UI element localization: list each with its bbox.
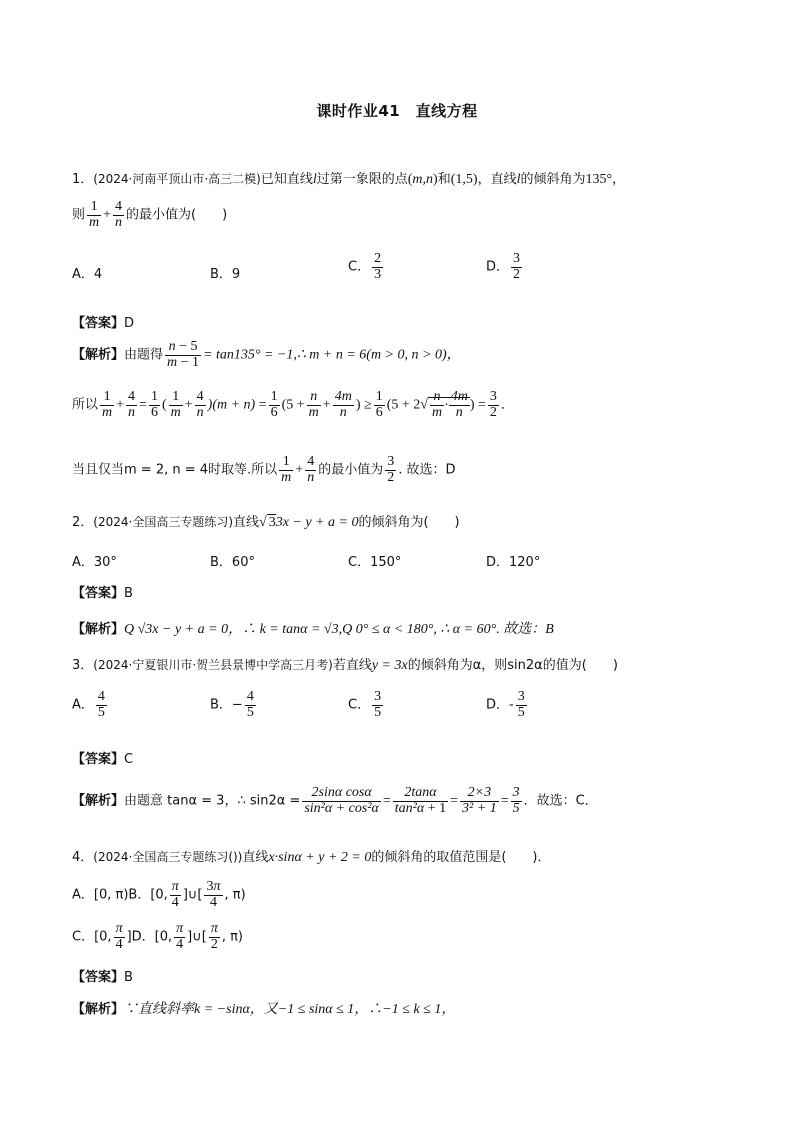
question-number: 3．	[72, 658, 94, 673]
question-text: 的最小值为( )	[126, 207, 228, 223]
math-expr: x·sinα + y + 2 = 0	[268, 850, 372, 865]
option-label: D．	[486, 259, 510, 275]
option-frac	[511, 252, 522, 282]
option-b: B．60°	[210, 555, 255, 570]
page-title: 课时作业41 直线方程	[316, 102, 478, 120]
option-a	[72, 690, 109, 720]
answer-tag: 【答案】	[72, 316, 125, 331]
question-2	[72, 511, 460, 531]
analysis-1-line2: 所以 $\frac{1}{m}$ + $\frac{4}{n}$ = $\frac{1}{6}$ ( $\frac{1}{m}$ + $\frac{4}{n}$ )(m + n) = $\frac{1}{6}$ (5 + $\frac{n}{m}$ + $\frac{4m}{n}$ ) ≥ $\frac{1}{6}$ (5 + 2√ $\frac{n}{m}$ · $\frac{4m}{n}$ ) = $\frac{3}{2}$ ．	[72, 389, 514, 420]
analysis-math: Q √3x − y + a = 0，∴ k = tanα = √3,Q 0° ≤ α < 180°, ∴ α = 60°. 故选：B	[124, 622, 554, 637]
analysis-text: ．	[500, 397, 514, 413]
analysis-tag: 【解析】	[72, 793, 125, 809]
question-1	[72, 168, 625, 188]
option-label: ]∪[	[182, 887, 203, 903]
option-c	[348, 690, 385, 720]
analysis-text: 的最小值为	[318, 462, 384, 478]
options-cd	[72, 922, 243, 952]
option-frac	[245, 690, 256, 720]
question-text: ，直线	[477, 172, 517, 187]
frac-den: 5	[374, 704, 382, 720]
answer-2	[72, 582, 133, 601]
question-text: 已知直线	[260, 172, 313, 187]
frac-den: 2	[513, 266, 521, 282]
option-label: ]∪[	[187, 929, 207, 945]
answer-tag: 【答案】	[72, 970, 125, 985]
punct: ，	[612, 172, 626, 187]
option-d	[486, 252, 524, 282]
analysis-text: 当且仅当m = 2, n = 4时取等.所以	[72, 462, 278, 478]
question-1-line2	[72, 200, 227, 230]
frac-den: 5	[246, 704, 254, 720]
math-frac: $\frac{1}{m}$	[102, 389, 113, 420]
option-label: D．-	[486, 697, 514, 713]
answer-3	[72, 748, 133, 767]
analysis-2	[72, 618, 554, 638]
analysis-tag: 【解析】	[72, 1002, 125, 1017]
question-source: (2024·宁夏银川市·贺兰县景博中学高三月考)	[93, 658, 333, 672]
frac-num: 4	[246, 689, 254, 704]
math-frac: $\frac{3}{2}$	[489, 389, 497, 420]
math-frac: $\frac{\text{2sinα cosα}}{\text{sin²α + cos²α}}$	[304, 785, 379, 816]
option-label: , π)	[224, 887, 246, 903]
question-text: 的倾斜角为	[520, 172, 586, 187]
option-label: C．	[348, 259, 371, 275]
option-frac	[372, 252, 383, 282]
analysis-3: 【解析】由题意 tanα = 3，∴ sin2α = $\frac{\text{2sinα cosα}}{\text{sin²α + cos²α}}$ = $\frac{2\tan\alpha}{\text{tan²α + 1}}$ = $\frac{2\times 3}{\text{3² + 1}}$ = $\frac{3}{5}$ ．故选：C．	[72, 785, 598, 816]
options-ab	[72, 880, 246, 910]
math-frac: $\frac{4m}{n}$	[334, 389, 352, 420]
option-label: C．[0,	[72, 929, 112, 945]
math-l: l	[312, 172, 317, 187]
frac-num: 3	[513, 251, 521, 266]
question-text: 则	[72, 207, 86, 223]
option-label: A．	[72, 697, 94, 713]
option-c: C．150°	[348, 555, 402, 570]
option-d: D．120°	[486, 555, 541, 570]
analysis-1-line1	[72, 340, 461, 370]
question-text: 和	[437, 172, 451, 187]
question-text: 的倾斜角为( )	[358, 515, 460, 530]
option-label: A．[0, π)B．[0,	[72, 887, 168, 903]
math-frac: $\frac{1}{6}$	[270, 389, 278, 420]
analysis-text: . 故选：D	[398, 462, 456, 478]
math-frac: $\frac{2\times 3}{\text{3² + 1}}$	[462, 785, 497, 816]
analysis-text: 由题得	[124, 347, 164, 363]
answer-value: B	[124, 586, 133, 601]
math-frac: $\frac{1}{6}$	[375, 389, 383, 420]
frac-den: 5	[97, 704, 105, 720]
math-frac: $\frac{4}{n}$	[128, 389, 136, 420]
math-angle: 135°	[585, 172, 613, 187]
frac-num: 2	[374, 251, 382, 266]
frac-num: 3	[517, 689, 525, 704]
math-point-15: (1,5)	[450, 172, 478, 187]
option-frac	[516, 690, 527, 720]
answer-tag: 【答案】	[72, 752, 125, 767]
math-frac: $\frac{1}{6}$	[150, 389, 158, 420]
option-label: ]D．[0,	[126, 929, 173, 945]
math-frac: $\frac{3}{2}$	[387, 454, 395, 485]
math-l: l	[516, 172, 521, 187]
question-number: 2．	[72, 515, 94, 530]
question-source: (2024·河南平顶山市·高三二模)	[93, 172, 261, 186]
frac-4-n: $\frac{4}{n}$	[115, 199, 123, 230]
question-number: 4．	[72, 850, 94, 865]
answer-value: C	[124, 752, 134, 767]
math-frac: $\frac{n}{m}$	[308, 389, 319, 420]
math-frac: $\frac{2\tan\alpha}{\text{tan²α + 1}}$	[394, 785, 447, 816]
math-point-mn: (m,n)	[407, 172, 438, 187]
math-frac: $\frac{4}{n}$	[196, 389, 204, 420]
analysis-tag: 【解析】	[72, 622, 125, 637]
math-frac: $\frac{\pi}{2}$	[210, 921, 218, 952]
frac-num: 3	[374, 689, 382, 704]
math-frac: $\frac{\pi}{4}$	[115, 921, 123, 952]
frac-den: 5	[517, 704, 525, 720]
math-frac: $\frac{\pi}{4}$	[171, 879, 179, 910]
analysis-text: ．故选：C．	[523, 793, 598, 809]
question-4	[72, 846, 551, 866]
question-source: (2024·全国高三专题练习())	[93, 850, 243, 864]
math-frac: $\frac{1}{m}$	[281, 454, 292, 485]
analysis-tag: 【解析】	[72, 347, 125, 363]
option-a: A．4	[72, 267, 103, 282]
analysis-math: ∵直线斜率k = −sinα，又−1 ≤ sinα ≤ 1，∴−1 ≤ k ≤ 1，	[124, 1002, 456, 1017]
analysis-math: = tan135° = −1,∴ m + n = 6(m > 0, n > 0)，	[203, 347, 461, 363]
option-c	[348, 252, 385, 282]
math-frac: $\frac{3}{5}$	[512, 785, 520, 816]
question-text: 直线	[233, 515, 260, 530]
analysis-1-line3: 当且仅当m = 2, n = 4时取等.所以 $\frac{1}{m}$ + $\frac{4}{n}$ 的最小值为 $\frac{3}{2}$ . 故选：D	[72, 454, 456, 485]
math-frac: $\frac{1}{m}$	[170, 389, 181, 420]
math-expr: √ 33x − y + a = 0	[259, 515, 359, 530]
question-number: 1．	[72, 172, 94, 187]
option-b	[210, 690, 258, 720]
answer-1	[72, 312, 134, 331]
option-label: B．−	[210, 697, 243, 713]
question-text: 的倾斜角为α，则sin2α的值为( )	[407, 658, 618, 673]
question-text: 过第一象限的点	[316, 172, 408, 187]
math-expr: y = 3x	[371, 658, 408, 673]
option-a: A．30°	[72, 555, 117, 570]
frac-num: 4	[97, 689, 105, 704]
math-frac: $\frac{\pi}{4}$	[176, 921, 184, 952]
plus: +	[103, 207, 112, 223]
question-text: 若直线	[332, 658, 372, 673]
frac-1-m: $\frac{1}{m}$	[89, 199, 100, 230]
answer-4	[72, 966, 133, 985]
frac-den: 3	[374, 266, 382, 282]
option-d	[486, 690, 529, 720]
question-3	[72, 654, 618, 674]
analysis-4	[72, 998, 455, 1018]
question-source: (2024·全国高三专题练习)	[93, 515, 233, 529]
frac-slope: $\frac{n - 5}{m - 1}$	[167, 339, 200, 370]
answer-tag: 【答案】	[72, 586, 125, 601]
option-label: , π)	[221, 929, 244, 945]
option-frac	[96, 690, 107, 720]
analysis-text: 由题意 tanα = 3，∴ sin2α =	[124, 793, 301, 809]
answer-value: D	[124, 316, 135, 331]
option-label: C．	[348, 697, 371, 713]
option-frac	[372, 690, 383, 720]
question-text: 直线	[242, 850, 269, 865]
analysis-text: 所以	[72, 397, 99, 413]
question-text: 的倾斜角的取值范围是( )．	[371, 850, 551, 865]
option-b: B．9	[210, 267, 241, 282]
math-frac: $\frac{3\pi}{4}$	[206, 879, 221, 910]
math-frac: $\frac{4}{n}$	[307, 454, 315, 485]
answer-value: B	[124, 970, 133, 985]
